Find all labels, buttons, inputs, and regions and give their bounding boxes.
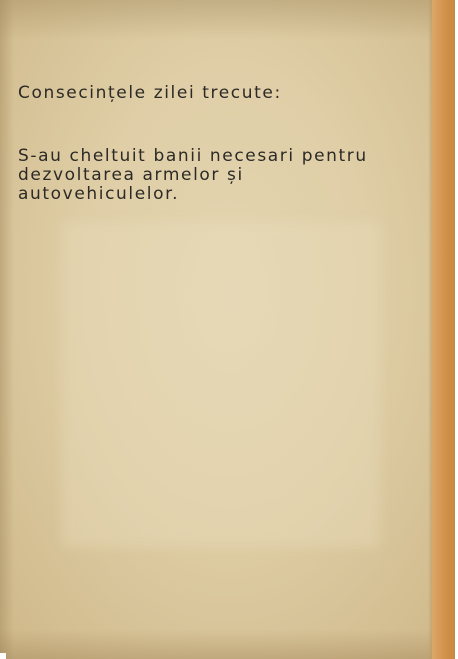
corner-notch <box>0 653 6 659</box>
burnt-right-edge <box>432 0 458 659</box>
right-edge-line <box>428 0 432 659</box>
bottom-shade <box>0 629 458 659</box>
inner-panel <box>62 222 380 547</box>
top-shade <box>0 0 458 40</box>
report-heading: Consecințele zilei trecute: <box>18 83 282 103</box>
report-text <box>18 84 418 204</box>
left-shade <box>0 0 14 659</box>
report-body: S-au cheltuit banii necesari pentru dezvoltarea armelor și autovehiculelor. <box>18 146 368 204</box>
